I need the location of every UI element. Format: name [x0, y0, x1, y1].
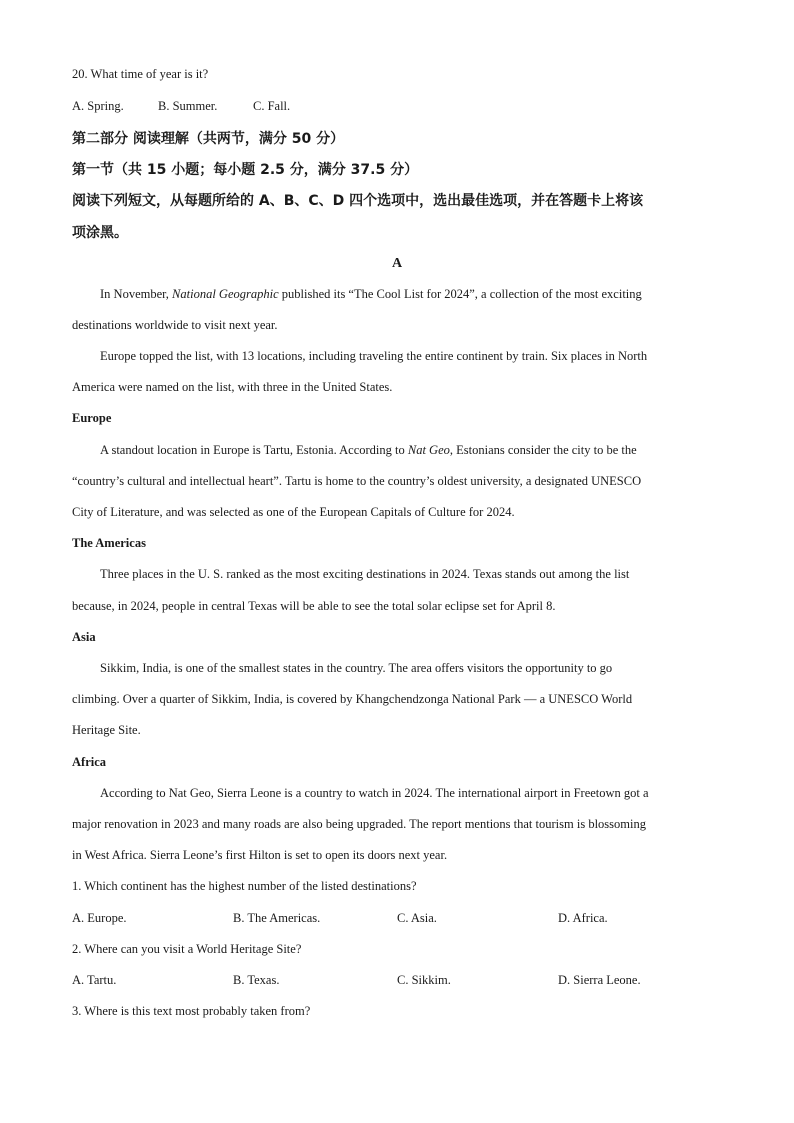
q2-option-d: D. Sierra Leone. [558, 973, 641, 987]
asia-line-3: Heritage Site. [72, 723, 141, 737]
americas-line-1: Three places in the U. S. ranked as the most exciting destinations in 2024. Texas stands out among the list [100, 567, 630, 581]
africa-line-1: According to Nat Geo, Sierra Leone is a country to watch in 2024. The international airport in Freetown got a [100, 786, 649, 800]
europe-line-1 [100, 443, 637, 458]
question-2-stem: 2. Where can you visit a World Heritage Site? [72, 942, 302, 956]
q1-option-b: B. The Americas. [233, 911, 321, 925]
question-20-stem: 20. What time of year is it? [72, 67, 209, 81]
africa-heading: Africa [72, 755, 107, 769]
passage-paragraph-2-line-1: Europe topped the list, with 13 locations, including traveling the entire continent by train. Six places in North [100, 349, 648, 363]
americas-line-2: because, in 2024, people in central Texas will be able to see the total solar eclipse set for April 8. [72, 599, 556, 613]
americas-heading: The Americas [72, 536, 146, 550]
q2-option-a: A. Tartu. [72, 973, 117, 987]
europe-heading: Europe [72, 411, 112, 425]
passage-paragraph-1-line-1 [100, 287, 642, 302]
part2-title: 第二部分 阅读理解（共两节，满分 50 分） [72, 131, 345, 147]
passage-paragraph-2-line-2: America were named on the list, with three in the United States. [72, 380, 393, 394]
question-1-stem: 1. Which continent has the highest number of the listed destinations? [72, 879, 417, 893]
q2-option-b: B. Texas. [233, 973, 280, 987]
asia-heading: Asia [72, 630, 96, 644]
section1-title: 第一节（共 15 小题；每小题 2.5 分，满分 37.5 分） [72, 162, 419, 178]
q1-option-c: C. Asia. [397, 911, 437, 925]
europe-line-2: “country’s cultural and intellectual heart”. Tartu is home to the country’s oldest university, a designated UNESCO [72, 474, 642, 488]
magazine-title: National Geographic [172, 287, 279, 301]
africa-line-2: major renovation in 2023 and many roads are also being upgraded. The report mentions that tourism is blossoming [72, 817, 646, 831]
q1-option-d: D. Africa. [558, 911, 608, 925]
q20-option-a: A. Spring. [72, 99, 124, 113]
q20-option-c: C. Fall. [253, 99, 291, 113]
africa-line-3: in West Africa. Sierra Leone’s first Hilton is set to open its doors next year. [72, 848, 448, 862]
europe-line-3: City of Literature, and was selected as one of the European Capitals of Culture for 2024. [72, 505, 515, 519]
instruction-line-2: 项涂黑。 [72, 225, 128, 241]
passage-paragraph-1-line-2: destinations worldwide to visit next year. [72, 318, 278, 332]
asia-line-1: Sikkim, India, is one of the smallest states in the country. The area offers visitors the opportunity to go [100, 661, 613, 675]
text-span: , Estonians consider the city to be the [449, 443, 637, 457]
passage-letter: A [391, 256, 403, 271]
text-span: published its “The Cool List for 2024”, a collection of the most exciting [278, 287, 642, 301]
asia-line-2: climbing. Over a quarter of Sikkim, India, is covered by Khangchendzonga National Park — a UNESCO World [72, 692, 633, 706]
instruction-line-1: 阅读下列短文，从每题所给的 A、B、C、D 四个选项中，选出最佳选项，并在答题卡上将该 [72, 193, 644, 209]
nat-geo-italic: Nat Geo [407, 443, 450, 457]
q20-option-b: B. Summer. [158, 99, 218, 113]
text-span: In November, [100, 287, 173, 301]
q1-option-a: A. Europe. [72, 911, 127, 925]
text-span: A standout location in Europe is Tartu, Estonia. According to [100, 443, 408, 457]
q2-option-c: C. Sikkim. [397, 973, 451, 987]
question-3-stem: 3. Where is this text most probably taken from? [72, 1004, 311, 1018]
